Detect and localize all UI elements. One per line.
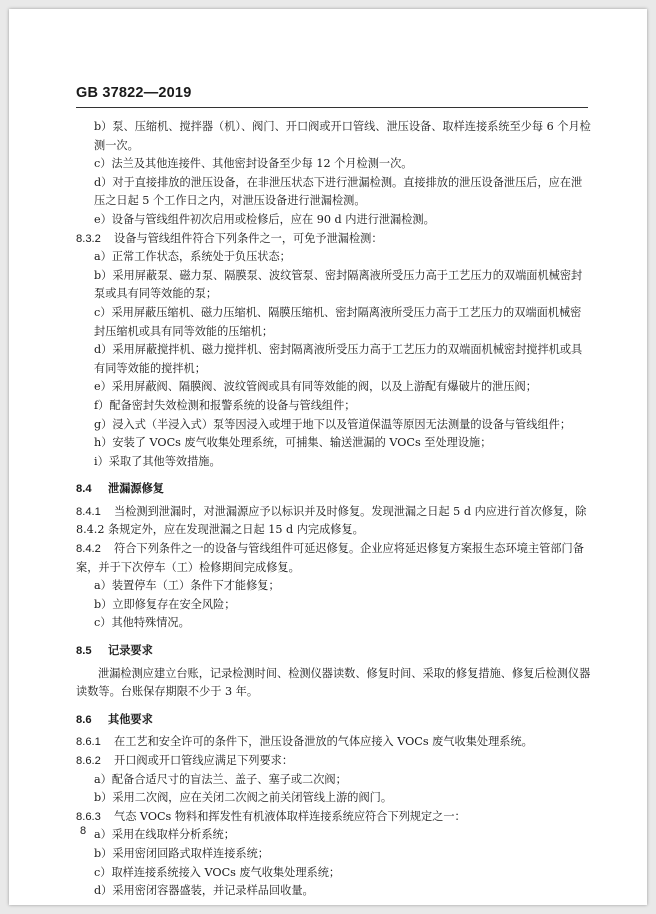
paragraph: 泄漏检测应建立台账，记录检测时间、检测仪器读数、修复时间、采取的修复措施、修复后检测仪器读数等。台账保存期限不少于 3 年。 [76,666,591,699]
clause-text: 设备与管线组件符合下列条件之一，可免予泄漏检测： [114,231,383,245]
clause [76,808,592,827]
section-heading [76,642,592,661]
section-number: 8.6 [76,713,92,726]
list-item: i）采取了其他等效措施。 [94,454,221,468]
list-item: f）配备密封失效检测和报警系统的设备与管线组件； [94,398,356,412]
list-item: c）采用屏蔽压缩机、磁力压缩机、隔膜压缩机、密封隔离液所受压力高于工艺压力的双端面机械密封压缩机或具有同等效能的压缩机； [94,305,582,338]
clause-text: 当检测到泄漏时，对泄漏源应予以标识并及时修复。发现泄漏之日起 5 d 内应进行首次修复，除 8.4.2 条规定外，应在发现泄漏之日起 15 d 内完成修复。 [76,504,587,537]
clause-number: 8.6.2 [76,755,101,767]
clause-text: 开口阀或开口管线应满足下列要求： [114,754,294,767]
clause-text: 符合下列条件之一的设备与管线组件可延迟修复。企业应将延迟修复方案报生态环境主管部门备案，并于下次停车（工）检修期间完成修复。 [76,542,584,574]
list-item: b）采用屏蔽泵、磁力泵、隔膜泵、波纹管泵、密封隔离液所受压力高于工艺压力的双端面机械密封泵或具有同等效能的泵； [94,268,583,301]
list-item: d）采用屏蔽搅拌机、磁力搅拌机、密封隔离液所受压力高于工艺压力的双端面机械密封搅拌机或具有同等效能的搅拌机； [94,343,583,375]
clause [76,540,592,577]
list-item: a）配备合适尺寸的盲法兰、盖子、塞子或二次阀； [94,772,347,786]
list-item: a）正常工作状态，系统处于负压状态； [94,250,291,264]
clause [76,230,592,249]
header-rule [76,107,588,108]
list-item: h）安装了 VOCs 废气收集处理系统，可捕集、输送泄漏的 VOCs 至处理设施； [94,436,492,450]
section-title: 泄漏源修复 [108,483,164,496]
list-item: c）取样连接系统接入 VOCs 废气收集处理系统； [94,865,341,879]
section-heading [76,480,592,499]
section-number: 8.5 [76,645,92,658]
section-number: 8.4 [76,483,92,496]
list-item: b）采用二次阀，应在关闭二次阀之前关闭管线上游的阀门。 [94,791,393,805]
list-item: e）采用屏蔽阀、隔膜阀、波纹管阀或具有同等效能的阀，以及上游配有爆破片的泄压阀； [94,380,537,394]
list-item: d）对于直接排放的泄压设备，在非泄压状态下进行泄漏检测。直接排放的泄压设备泄压后，应在泄压之日起 5 个工作日之内，对泄压设备进行泄漏检测。 [94,175,583,208]
list-item: b）泵、压缩机、搅拌器（机）、阀门、开口阀或开口管线、泄压设备、取样连接系统至少每 6 个月检测一次。 [94,120,591,152]
section-title: 其他要求 [108,713,153,726]
list-item: a）采用在线取样分析系统； [94,828,235,842]
clause-number: 8.4.2 [76,543,101,556]
clause [76,752,592,771]
clause-number: 8.6.1 [76,736,101,749]
document-body [76,118,592,901]
list-item: c）其他特殊情况。 [94,616,190,630]
standard-code-header: GB 37822—2019 [76,85,192,101]
clause-text: 气态 VOCs 物料和挥发性有机液体取样连接系统应符合下列规定之一： [114,809,466,823]
section-title: 记录要求 [108,645,153,658]
clause-number: 8.3.2 [76,232,101,245]
list-item: b）立即修复存在安全风险； [94,597,236,611]
clause-number: 8.4.1 [76,505,101,518]
list-item: g）浸入式（半浸入式）泵等因浸入或埋于地下以及管道保温等原因无法测量的设备与管线组件； [94,417,572,431]
list-item: b）采用密闭回路式取样连接系统； [94,846,269,860]
section-heading [76,711,592,730]
list-item: d）采用密闭容器盛装，并记录样品回收量。 [94,884,314,898]
list-item: a）装置停车（工）条件下才能修复； [94,579,280,593]
page-number: 8 [80,825,87,837]
clause [76,733,592,752]
list-item: c）法兰及其他连接件、其他密封设备至少每 12 个月检测一次。 [94,157,413,171]
clause-text: 在工艺和安全许可的条件下，泄压设备泄放的气体应接入 VOCs 废气收集处理系统。 [114,735,533,749]
clause [76,503,592,540]
list-item: e）设备与管线组件初次启用或检修后，应在 90 d 内进行泄漏检测。 [94,212,435,226]
clause-number: 8.6.3 [76,810,101,823]
